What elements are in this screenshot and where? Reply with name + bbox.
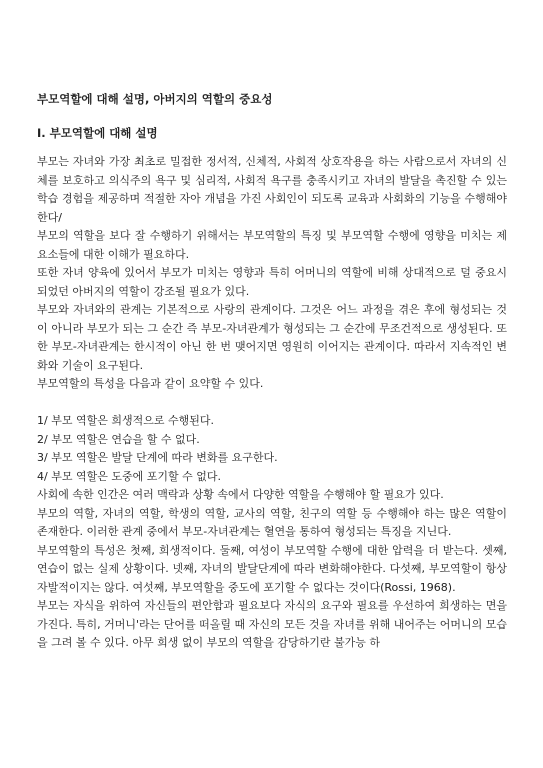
paragraph: 부모의 역할을 보다 잘 수행하기 위해서는 부모역할의 특징 및 부모역할 수행에 영향을 미치는 제요소들에 대한 이해가 필요하다. bbox=[37, 229, 507, 261]
paragraph: 사회에 속한 인간은 여러 맥락과 상황 속에서 다양한 역할을 수행해야 할 필요가 있다. bbox=[37, 488, 444, 501]
document-title: 부모역할에 대해 설명, 아버지의 역할의 중요성 bbox=[37, 92, 273, 106]
paragraph: 부모역할의 특성을 다음과 같이 요약할 수 있다. bbox=[37, 377, 264, 390]
spacer bbox=[37, 394, 507, 413]
list-item: 2/ 부모 역할은 연습을 할 수 없다. bbox=[37, 432, 200, 446]
paragraph: 또한 자녀 양육에 있어서 부모가 미치는 영향과 특히 어머니의 역할에 비해 상대적으로 덜 중요시되었던 아버지의 역할이 강조될 필요가 있다. bbox=[37, 266, 507, 298]
list-item: 4/ 부모 역할은 도중에 포기할 수 없다. bbox=[37, 469, 221, 483]
paragraph: 부모는 자녀와 가장 최초로 밀접한 정서적, 신체적, 사회적 상호작용을 하는 사람으로서 자녀의 신체를 보호하고 의식주의 욕구 및 심리적, 사회적 욕구를 충족시키고 자녀의 발달을 촉진할 수 있는 학습 경험을 제공하며 적절한 자아 개념을 가진 사회인이 되도록 교육과 사회화의 기능을 수행해야 한다/ bbox=[37, 155, 507, 224]
paragraph: 부모의 역할, 자녀의 역할, 학생의 역할, 교사의 역할, 친구의 역할 등 수행해야 하는 많은 역할이 존재한다. 이러한 관계 중에서 부모-자녀관계는 혈연을 통하여 형성되는 특징을 지닌다. bbox=[37, 506, 507, 538]
paragraph: 부모는 자식을 위하여 자신들의 편안함과 필요보다 자식의 요구와 필요를 우선하여 희생하는 면을 가진다. 특히, 거머니'라는 단어를 떠올릴 때 자신의 모든 것을 자녀를 위해 내어주는 어머니의 모습을 그려 볼 수 있다. 아무 희생 없이 부모의 역할을 감당하기란 불가능 하 bbox=[37, 599, 507, 649]
paragraph: 부모와 자녀와의 관계는 기본적으로 사랑의 관계이다. 그것은 어느 과정을 겪은 후에 형성되는 것이 아니라 부모가 되는 그 순간 즉 부모-자녀관계가 형성되는 그 순간에 무조건적으로 생성된다. 또한 부모-자녀관계는 한시적이 아닌 한 번 맺어지면 영원히 이어지는 관계이다. 따라서 지속적인 변화와 기술이 요구된다. bbox=[37, 303, 507, 372]
section-heading: I. 부모역할에 대해 설명 bbox=[37, 126, 158, 140]
list-item: 1/ 부모 역할은 희생적으로 수행된다. bbox=[37, 414, 214, 427]
document-body bbox=[37, 153, 507, 653]
list-item: 3/ 부모 역할은 발달 단계에 따라 변화를 요구한다. bbox=[37, 451, 278, 464]
paragraph: 부모역할의 특성은 첫째, 희생적이다. 둘째, 여성이 부모역할 수행에 대한 압력을 더 받는다. 셋째, 연습이 없는 실제 상황이다. 넷째, 자녀의 발달단계에 따라 변화해야한다. 다섯째, 부모역할이 항상 자발적이지는 않다. 여섯째, 부모역할을 중도에 포기할 수 없다는 것이다(Rossi, 1968). bbox=[37, 543, 507, 594]
